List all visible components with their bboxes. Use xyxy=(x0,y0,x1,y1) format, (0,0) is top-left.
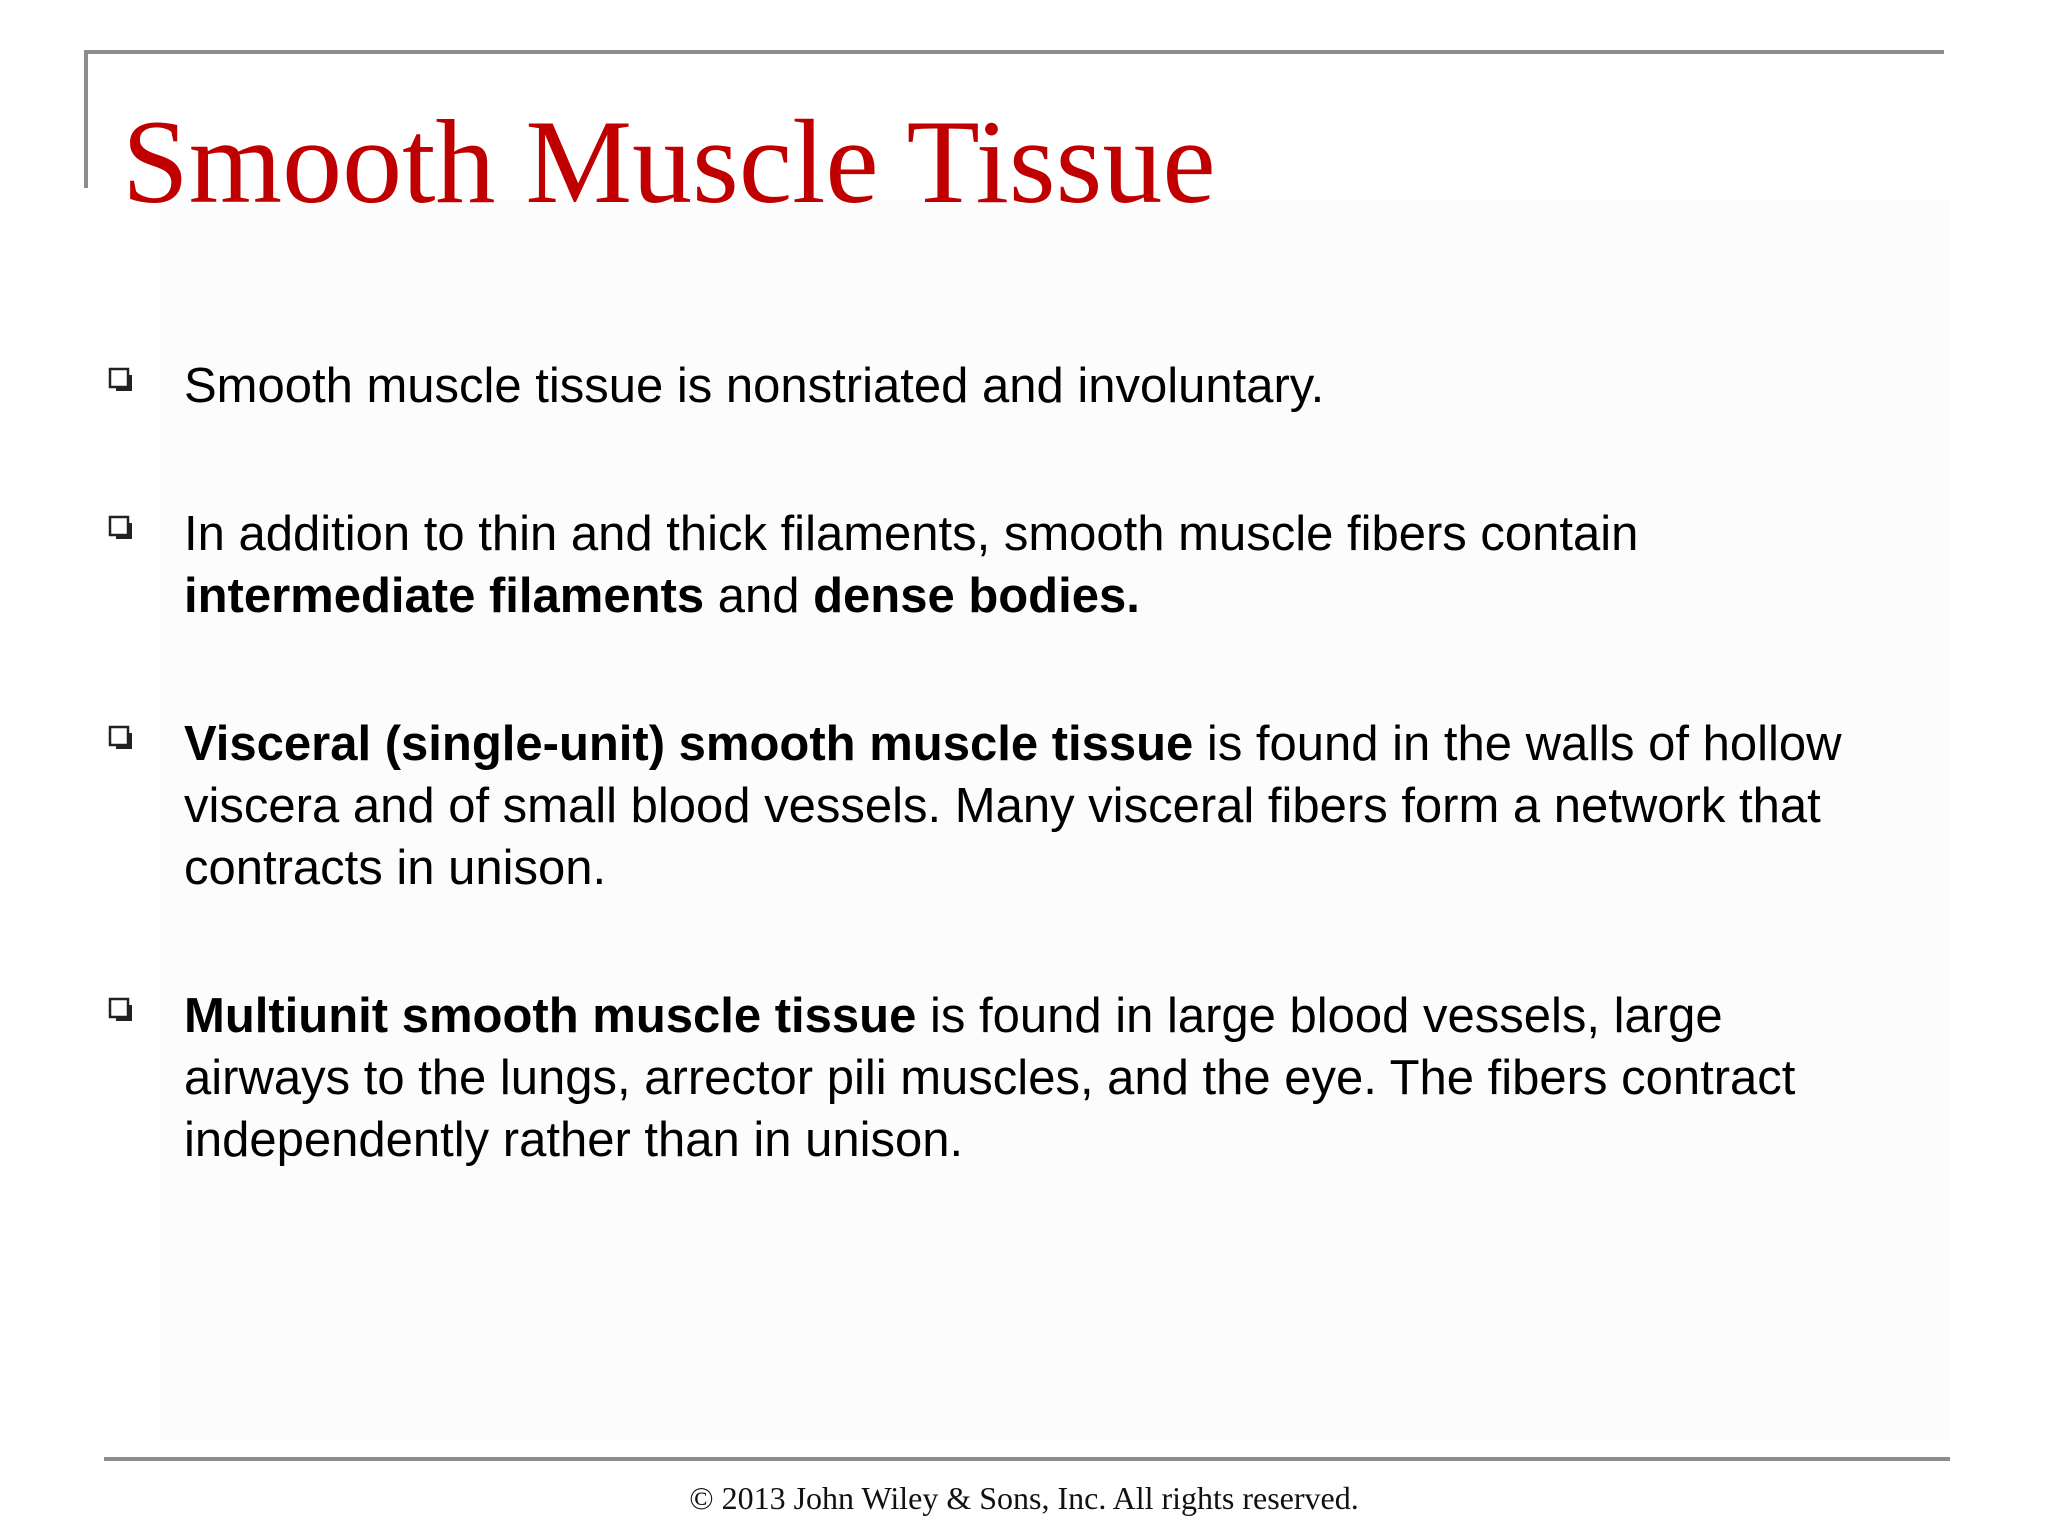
bullet-segment: In addition to thin and thick filaments, smooth muscle fibers contain xyxy=(184,507,1639,561)
bullet-list xyxy=(108,355,1888,1257)
frame-left-rule xyxy=(84,50,88,188)
bullet-text xyxy=(184,989,1795,1167)
footer-rule xyxy=(104,1457,1950,1461)
bullet-segment-bold: dense bodies. xyxy=(813,569,1140,623)
bullet-item xyxy=(108,985,1888,1171)
bullet-square-icon xyxy=(108,515,134,541)
copyright-footer: © 2013 John Wiley & Sons, Inc. All rights reserved. xyxy=(689,1480,1359,1516)
bullet-text xyxy=(184,717,1842,895)
bullet-item xyxy=(108,355,1888,417)
bullet-square-icon xyxy=(108,367,134,393)
bullet-segment: is found in large blood vessels, large airways to the lungs, arrector pili muscles, and the eye. The fibers contract independently rather than in unison. xyxy=(184,989,1796,1167)
bullet-segment-bold: intermediate filaments xyxy=(184,569,705,623)
slide-title: Smooth Muscle Tissue xyxy=(122,95,1216,228)
bullet-item xyxy=(108,503,1888,627)
bullet-square-icon xyxy=(108,997,134,1023)
bullet-segment: and xyxy=(704,569,814,623)
bullet-text xyxy=(184,507,1638,623)
bullet-segment-bold: Multiunit smooth muscle tissue xyxy=(184,989,917,1043)
bullet-item xyxy=(108,713,1888,899)
bullet-square-icon xyxy=(108,725,134,751)
bullet-segment: is found in the walls of hollow viscera and of small blood vessels. Many visceral fibers form a network that contracts in unison. xyxy=(184,717,1842,895)
bullet-text xyxy=(184,359,1324,413)
bullet-segment: Smooth muscle tissue is nonstriated and involuntary. xyxy=(184,359,1325,413)
bullet-segment-bold: Visceral (single-unit) smooth muscle tissue xyxy=(184,717,1194,771)
frame-top-rule xyxy=(84,50,1944,54)
